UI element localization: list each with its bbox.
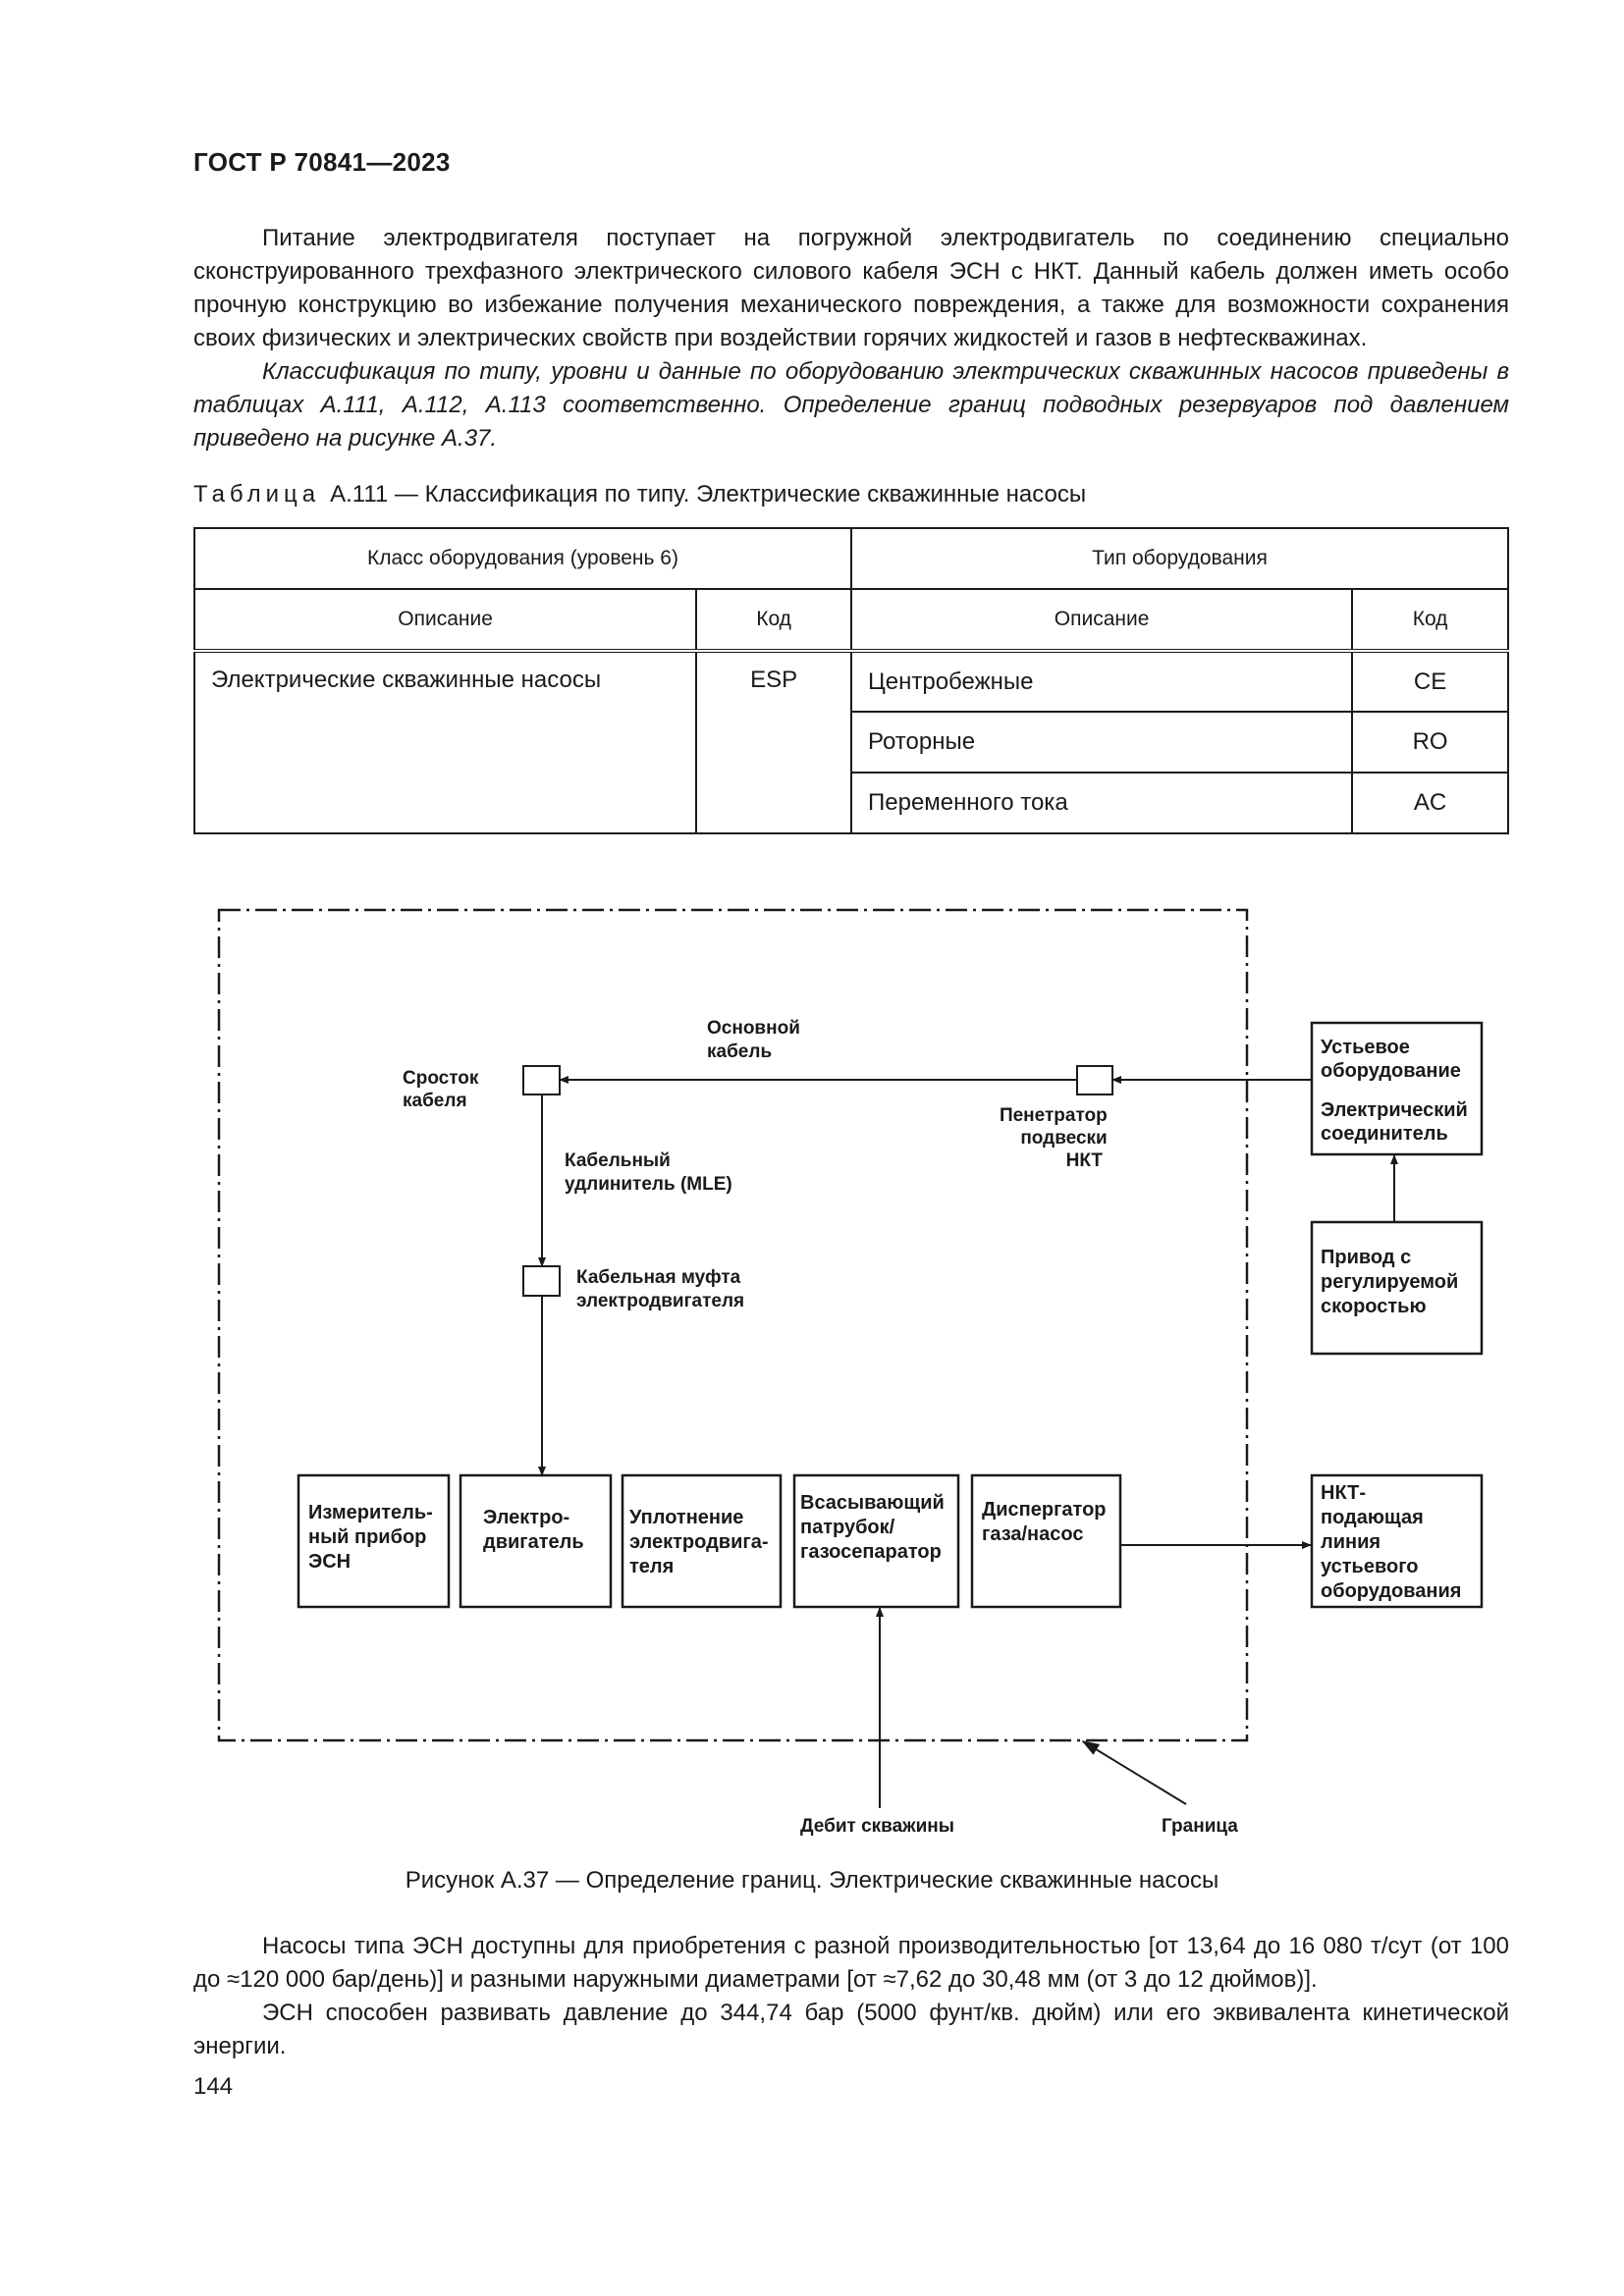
document-header: ГОСТ Р 70841—2023: [193, 147, 451, 177]
label-line: газосепаратор: [800, 1541, 942, 1563]
intro-text: [193, 222, 1509, 455]
figure-caption: Рисунок А.37 — Определение границ. Электрические скважинные насосы: [405, 1867, 1219, 1894]
diagram-labels: [403, 1018, 1238, 1837]
label-line: Уплотнение: [629, 1507, 744, 1528]
penetrator-label: [1000, 1105, 1112, 1171]
type-desc-cell: Центробежные: [851, 651, 1352, 712]
boundary-label: Граница: [1162, 1816, 1238, 1837]
label-line: оборудования: [1321, 1580, 1462, 1602]
splice-node: [523, 1066, 560, 1095]
label-line: Электрический: [1321, 1099, 1468, 1121]
bottom-paragraph: Насосы типа ЭСН доступны для приобретения с разной производительностью [от 13,64 до 16 080 т/сут (от 100 до ≈120 000 бар/день)] и разными наружными диаметрами [от ≈7,62 до 30,48 мм (от 3 до 12 дюймов)].: [193, 1933, 1509, 1993]
label-line: оборудование: [1321, 1060, 1461, 1082]
label-line: соединитель: [1321, 1123, 1448, 1145]
type-code-cell: CE: [1352, 651, 1508, 712]
well-flow-label: Дебит скважины: [800, 1816, 955, 1837]
main-cable-label: [707, 1018, 805, 1062]
label-line: регулируемой: [1321, 1271, 1459, 1293]
label-line: патрубок/: [800, 1517, 895, 1538]
group-header-type: Тип оборудования: [851, 528, 1508, 589]
label-line: Устьевое: [1321, 1037, 1410, 1058]
label-line: Электро-: [483, 1507, 570, 1528]
label-line: кабеля: [403, 1091, 467, 1111]
label-line: НКТ-: [1321, 1482, 1367, 1504]
label-line: Кабельная муфта: [576, 1267, 741, 1288]
label-line: подвески: [1020, 1128, 1108, 1148]
label-line: линия: [1321, 1531, 1381, 1553]
label-line: Основной: [707, 1018, 800, 1039]
table-caption: [193, 481, 1086, 508]
label-line: Пенетратор: [999, 1105, 1108, 1126]
table-caption-text: А.111 — Классификация по типу. Электрические скважинные насосы: [330, 481, 1087, 507]
boundary-diagram: [0, 883, 1624, 1845]
intro-paragraph-italic: Классификация по типу, уровни и данные по оборудованию электрических скважинных насосов приведены в таблицах А.111, А.112, А.113 соответственно. Определение границ подводных резервуаров под давлением приведено на рисунке А.37.: [193, 358, 1509, 452]
label-line: ЭСН: [308, 1551, 352, 1573]
label-line: газа/насос: [982, 1523, 1084, 1545]
col-header-type-code: Код: [1352, 589, 1508, 651]
group-header-class: Класс оборудования (уровень 6): [194, 528, 851, 589]
label-line: подающая: [1321, 1507, 1424, 1528]
label-line: Привод с: [1321, 1247, 1412, 1268]
type-desc-cell: Роторные: [851, 712, 1352, 773]
motor-lead-label: [576, 1267, 746, 1311]
col-header-type-desc: Описание: [851, 589, 1352, 651]
label-line: двигатель: [483, 1531, 584, 1553]
bottom-paragraph: ЭСН способен развивать давление до 344,74 бар (5000 фунт/кв. дюйм) или его эквивалента кинетической энергии.: [193, 2000, 1509, 2059]
label-line: кабель: [707, 1041, 773, 1062]
label-line: электродвигателя: [576, 1291, 745, 1311]
table-row: [194, 651, 1508, 712]
table-caption-label: Таблица: [193, 481, 321, 507]
label-line: Всасывающий: [800, 1492, 945, 1514]
label-line: устьевого: [1321, 1556, 1419, 1577]
label-line: электродвига-: [629, 1531, 769, 1553]
type-code-cell: RO: [1352, 712, 1508, 773]
intro-paragraph: Питание электродвигателя поступает на погружной электродвигатель по соединению специально сконструированного трехфазного электрического силового кабеля ЭСН с НКТ. Данный кабель должен иметь особо прочную конструкцию во избежание получения механического повреждения, а также для возможности сохранения своих физических и электрических свойств при воздействии горячих жидкостей и газов в нефтескважинах.: [193, 225, 1509, 351]
col-header-class-code: Код: [696, 589, 851, 651]
label-line: Измеритель-: [308, 1502, 433, 1523]
col-header-class-desc: Описание: [194, 589, 696, 651]
label-line: Диспергатор: [982, 1499, 1107, 1521]
label-line: удлинитель (MLE): [565, 1174, 732, 1195]
page-number: 144: [193, 2073, 234, 2100]
type-desc-cell: Переменного тока: [851, 773, 1352, 833]
label-line: Сросток: [403, 1068, 479, 1089]
bottom-text: [193, 1930, 1509, 2063]
box-labels: [308, 1037, 1473, 1602]
splice-label: [403, 1068, 484, 1111]
table-group-header-row: [194, 528, 1508, 589]
penetrator-node: [1077, 1066, 1112, 1095]
table-column-header-row: [194, 589, 1508, 651]
label-line: скоростью: [1321, 1296, 1427, 1317]
boundary-pointer-arrow: [1083, 1741, 1186, 1804]
label-line: НКТ: [1065, 1150, 1103, 1171]
label-line: Кабельный: [565, 1150, 671, 1171]
class-desc-cell: Электрические скважинные насосы: [194, 651, 696, 833]
class-code-cell: ESP: [696, 651, 851, 833]
label-line: ный прибор: [308, 1526, 427, 1548]
classification-table: [193, 527, 1509, 834]
label-line: теля: [629, 1556, 675, 1577]
type-code-cell: AC: [1352, 773, 1508, 833]
mle-label: [565, 1150, 732, 1195]
motor-lead-node: [523, 1266, 560, 1296]
